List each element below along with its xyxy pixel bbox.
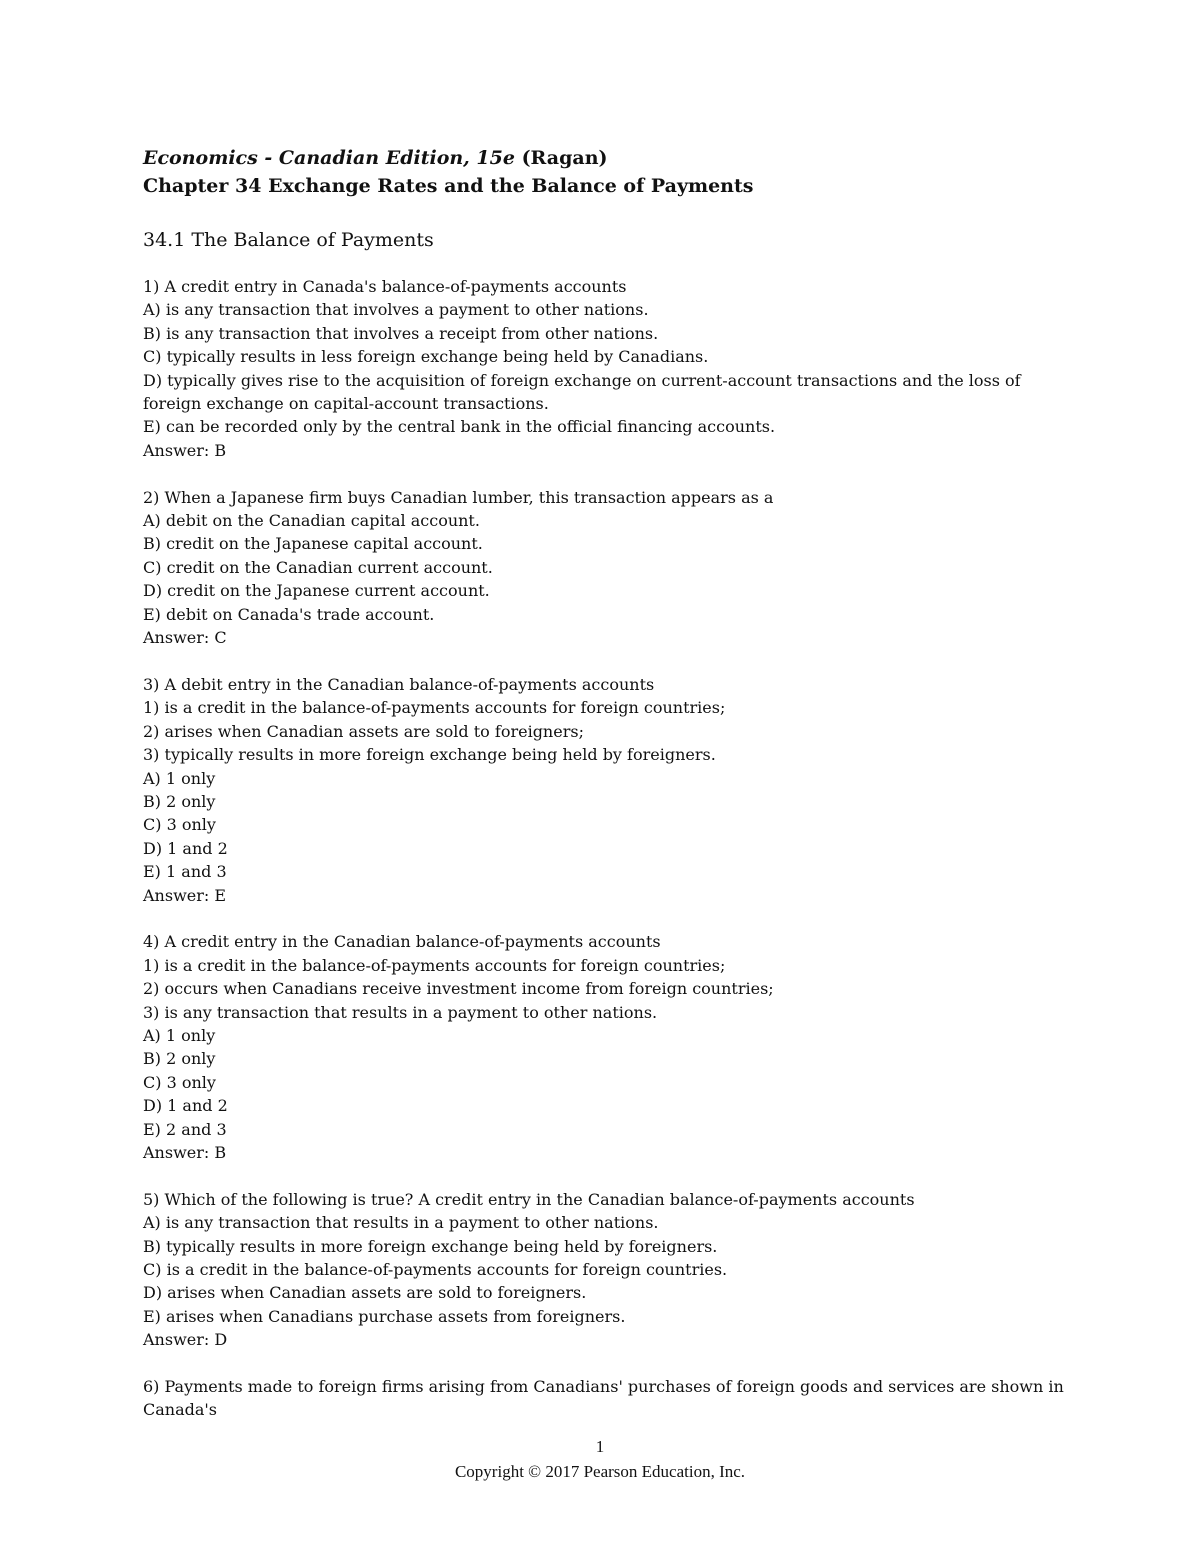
book-author: (Ragan) <box>514 147 608 169</box>
answer-option: A) debit on the Canadian capital account. <box>143 511 480 531</box>
statement-item: 1) is a credit in the balance-of-payments accounts for foreign countries; <box>143 955 726 975</box>
question-stem: 4) A credit entry in the Canadian balance-of-payments accounts <box>143 932 661 952</box>
answer-option: D) typically gives rise to the acquisition of foreign exchange on current-account transactions and the loss of foreign exchange on capital-account transactions. <box>143 370 1021 414</box>
answer-option: E) debit on Canada's trade account. <box>143 604 435 624</box>
answer-option: A) 1 only <box>143 768 216 788</box>
answer-option: A) is any transaction that results in a payment to other nations. <box>143 1213 659 1233</box>
question-4 <box>143 930 1073 1164</box>
question-stem: 3) A debit entry in the Canadian balance-of-payments accounts <box>143 674 655 694</box>
statement-item: 3) is any transaction that results in a payment to other nations. <box>143 1002 658 1022</box>
answer-option: D) credit on the Japanese current account. <box>143 581 490 601</box>
question-stem: 2) When a Japanese firm buys Canadian lumber, this transaction appears as a <box>143 487 774 507</box>
section-title: 34.1 The Balance of Payments <box>143 229 434 251</box>
answer-option: E) 1 and 3 <box>143 862 227 882</box>
answer-option: A) 1 only <box>143 1025 216 1045</box>
answer-option: D) 1 and 2 <box>143 1096 228 1116</box>
answer-key: Answer: B <box>143 1142 227 1162</box>
book-title-italic: Economics - Canadian Edition, 15e <box>143 147 515 169</box>
question-stem: 1) A credit entry in Canada's balance-of-payments accounts <box>143 277 627 296</box>
answer-option: D) arises when Canadian assets are sold to foreigners. <box>143 1283 587 1303</box>
answer-key: Answer: D <box>143 1330 228 1350</box>
question-1 <box>143 275 1073 462</box>
answer-option: C) credit on the Canadian current account. <box>143 557 493 577</box>
answer-option: B) credit on the Japanese capital account. <box>143 534 483 554</box>
answer-option: E) 2 and 3 <box>143 1119 227 1139</box>
copyright-notice: Copyright © 2017 Pearson Education, Inc. <box>454 1462 746 1481</box>
chapter-title: Chapter 34 Exchange Rates and the Balance of Payments <box>143 175 754 197</box>
answer-key: Answer: E <box>143 885 227 905</box>
answer-option: D) 1 and 2 <box>143 838 228 858</box>
statement-item: 2) occurs when Canadians receive investment income from foreign countries; <box>143 979 774 999</box>
question-stem: 5) Which of the following is true? A credit entry in the Canadian balance-of-payments accounts <box>143 1189 915 1209</box>
answer-option: B) typically results in more foreign exchange being held by foreigners. <box>143 1236 718 1256</box>
answer-option: E) can be recorded only by the central bank in the official financing accounts. <box>143 417 776 437</box>
answer-option: B) is any transaction that involves a receipt from other nations. <box>143 323 659 343</box>
answer-option: E) arises when Canadians purchase assets from foreigners. <box>143 1306 626 1326</box>
question-2 <box>143 486 1073 650</box>
book-title <box>143 145 1073 171</box>
answer-key: Answer: C <box>143 628 227 648</box>
question-stem: 6) Payments made to foreign firms arising from Canadians' purchases of foreign goods and services are shown in Canada's <box>143 1377 1064 1420</box>
answer-option: B) 2 only <box>143 791 216 811</box>
document-page <box>143 145 1073 1445</box>
statement-item: 2) arises when Canadian assets are sold to foreigners; <box>143 721 584 741</box>
answer-option: C) 3 only <box>143 815 216 835</box>
answer-option: A) is any transaction that involves a payment to other nations. <box>143 300 649 320</box>
page-number: 1 <box>595 1437 605 1456</box>
answer-option: C) 3 only <box>143 1072 216 1092</box>
question-list <box>143 275 1073 1422</box>
question-5 <box>143 1188 1073 1352</box>
answer-key: Answer: B <box>143 440 227 460</box>
question-6 <box>143 1375 1073 1422</box>
answer-option: C) is a credit in the balance-of-payments accounts for foreign countries. <box>143 1260 728 1279</box>
answer-option: C) typically results in less foreign exchange being held by Canadians. <box>143 347 709 367</box>
answer-option: B) 2 only <box>143 1049 216 1069</box>
statement-item: 3) typically results in more foreign exchange being held by foreigners. <box>143 745 716 765</box>
statement-item: 1) is a credit in the balance-of-payments accounts for foreign countries; <box>143 698 726 718</box>
question-3 <box>143 673 1073 907</box>
